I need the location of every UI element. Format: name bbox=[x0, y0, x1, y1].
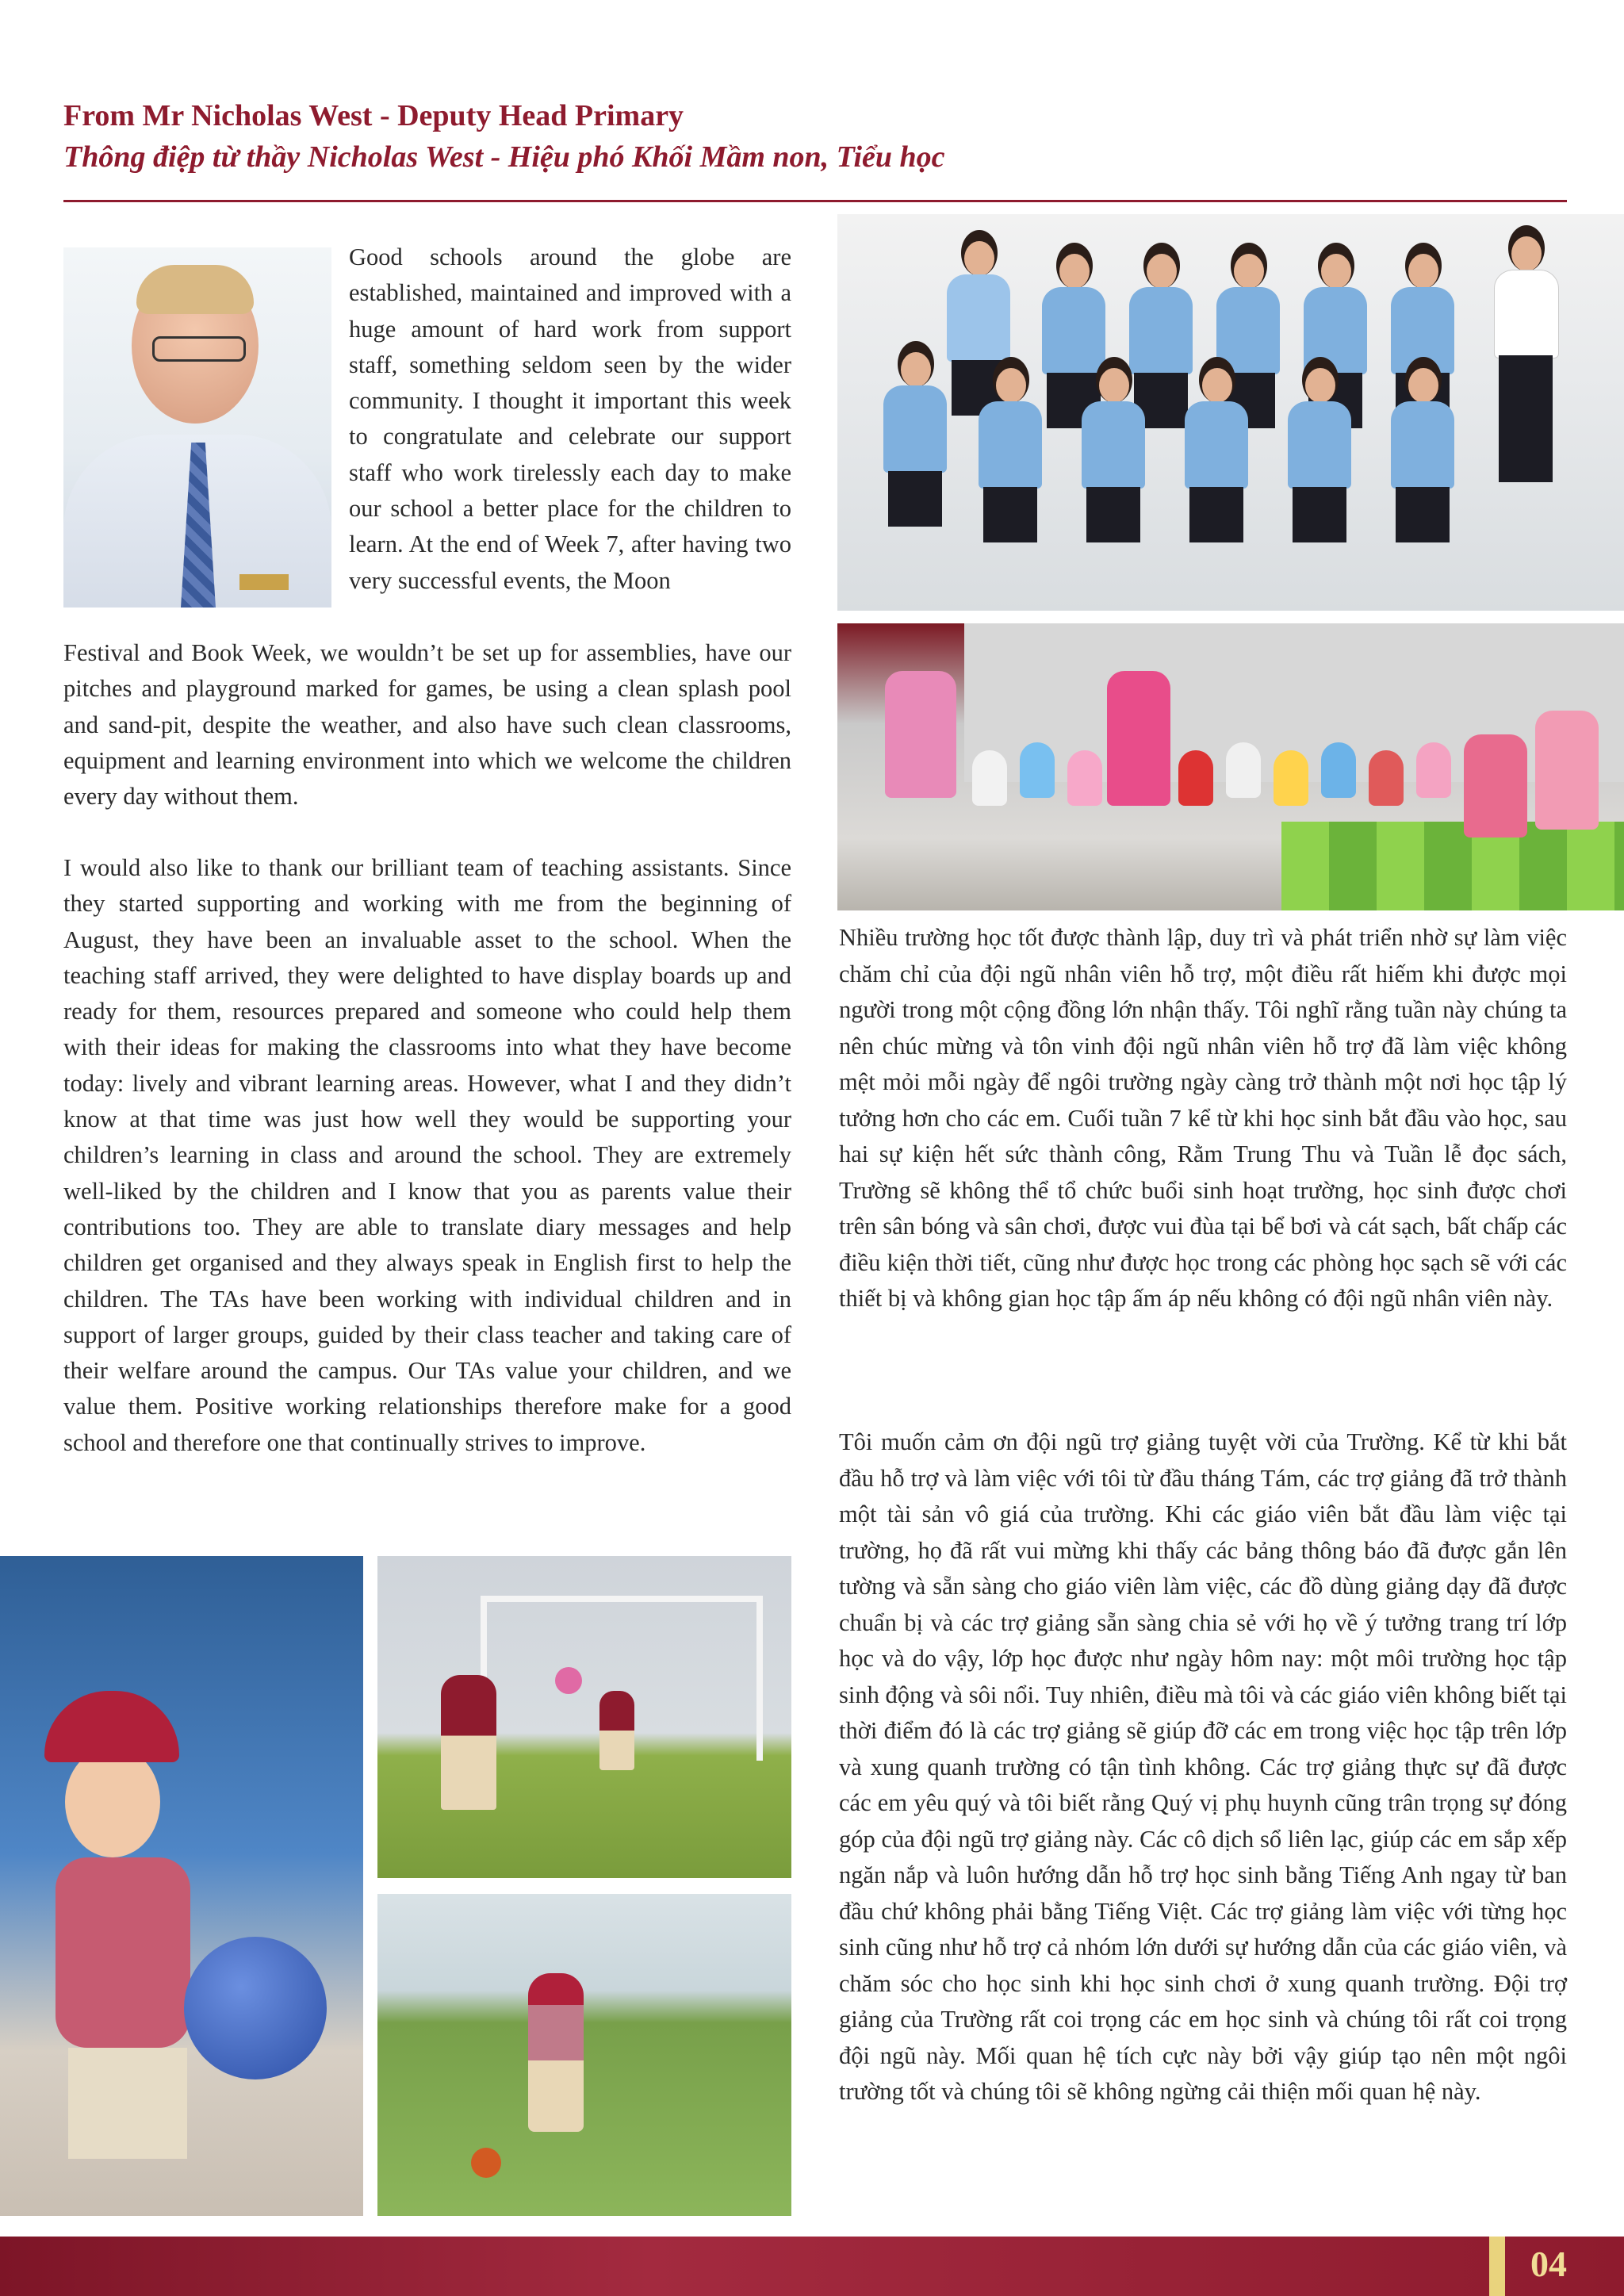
header-divider bbox=[63, 200, 1567, 202]
portrait-photo bbox=[63, 247, 331, 608]
girl-with-ball-photo bbox=[0, 1556, 363, 2216]
child-kicking-ball-photo bbox=[377, 1894, 791, 2216]
english-paragraph-2: I would also like to thank our brilliant team of teaching assistants. Since they started supporting and working with me from the beginning of August, they have been an invaluable asset to the school. When the teaching staff arrived, they were delighted to have display boards up and ready for them, resources prepared and someone who could help them with their ideas for making the classrooms into what they have become today: lively and vibrant learning areas. However, what I and they didn’t know at that time was just how well they would be supporting your children’s learning in class and around the school. They are extremely well-liked by the children and I know that you as parents value their contributions too. They are able to translate diary messages and help children get organised and they always speak in English first to help the children. The TAs have been working with individual children and in support of larger groups, guided by their class teacher and taking care of their welfare around the campus. Our TAs value your children, and we value them. Positive working relationships therefore make for a good school and therefore one that continually strives to improve. bbox=[63, 854, 791, 1456]
title-english: From Mr Nicholas West - Deputy Head Primary bbox=[63, 99, 684, 132]
football-goal-photo bbox=[377, 1556, 791, 1878]
title-vietnamese: Thông điệp từ thầy Nicholas West - Hiệu phó Khối Mầm non, Tiểu học bbox=[63, 140, 945, 174]
vietnamese-paragraph-2: Tôi muốn cảm ơn đội ngũ trợ giảng tuyệt vời của Trường. Kể từ khi bắt đầu hỗ trợ và làm việc với tôi từ đầu tháng Tám, các trợ giảng đã trở thành một tài sản vô giá của trường. Khi các giáo viên bắt đầu làm việc tại trường, họ đã rất vui mừng khi thấy các bảng thông báo đã được gắn lên tường và sẵn sàng cho giáo viên làm việc, các đồ dùng giảng dạy đã được chuẩn bị và các trợ giảng sẵn sàng chia sẻ với họ về ý tưởng trang trí lớp học và do vậy, lớp học được như ngày hôm nay: một môi trường học tập sinh động và sôi nổi. Tuy nhiên, điều mà tôi và các giáo viên không biết tại thời điểm đó là các trợ giảng sẽ giúp đỡ các em trong việc học tập trên lớp và xung quanh trường có tận tình không. Các trợ giảng thực sự đã được các em yêu quý và tôi biết rằng Quý vị phụ huynh cũng trân trọng sự đóng góp của đội ngũ trợ giảng này. Các cô dịch sổ liên lạc, giúp các em sắp xếp ngăn nắp và luôn hướng dẫn hỗ trợ học sinh bằng Tiếng Anh ngay từ ban đầu chứ không phải bằng Tiếng Việt. Các trợ giảng làm việc với từng học sinh cũng như hỗ trợ cả nhóm lớn dưới sự hướng dẫn của các giáo viên, và chăm sóc cho học sinh khi học sinh chơi ở xung quanh trường. Đội trợ giảng của Trường rất coi trọng các em học sinh và chúng tôi rất coi trọng đội ngũ này. Mối quan hệ tích cực này bởi vậy giúp tạo nên một ngôi trường tốt và chúng tôi sẽ không ngừng cải thiện mối quan hệ này. bbox=[839, 1428, 1567, 2105]
footer-band bbox=[0, 2237, 1624, 2296]
vietnamese-paragraph-1: Nhiều trường học tốt được thành lập, duy trì và phát triển nhờ sự làm việc chăm chỉ của đội ngũ nhân viên hỗ trợ, một điều rất hiếm khi được mọi người trong một cộng đồng lớn nhận thấy. Tôi nghĩ rằng tuần này chúng ta nên chúc mừng và tôn vinh đội ngũ nhân viên hỗ trợ đã làm việc không mệt mỏi mỗi ngày để ngôi trường ngày càng trở thành một nơi học tập lý tưởng hơn cho các em. Cuối tuần 7 kể từ khi học sinh bắt đầu vào học, sau hai sự kiện hết sức thành công, Rằm Trung Thu và Tuần lễ đọc sách, Trường sẽ không thể tổ chức buổi sinh hoạt trường, học sinh được chơi trên sân bóng và sân chơi, được vui đùa tại bể bơi và cát sạch, bất chấp các điều kiện thời tiết, cũng như được học trong các phòng học sạch sẽ với các thiết bị và không gian học tập ấm áp nếu không có đội ngũ nhân viên này. bbox=[839, 924, 1567, 1312]
children-classroom-photo bbox=[837, 623, 1624, 910]
english-paragraph-1-intro: Good schools around the globe are established, maintained and improved with a huge amount of hard work from support staff, something seldom seen by the wider community. I thought it important this week to congratulate and celebrate our support staff who work tirelessly each day to make our school a better place for the children to learn. At the end of Week 7, after having two very successful events, the Moon bbox=[349, 243, 791, 594]
page-number: 04 bbox=[1530, 2244, 1567, 2284]
footer-accent-bar bbox=[1489, 2237, 1505, 2296]
english-paragraph-1-continued: Festival and Book Week, we wouldn’t be set up for assemblies, have our pitches and playground marked for games, be using a clean splash pool and sand-pit, despite the weather, and also have such clean classrooms, equipment and learning environment into which we welcome the children every day without them. bbox=[63, 639, 791, 811]
staff-group-photo bbox=[837, 214, 1624, 611]
